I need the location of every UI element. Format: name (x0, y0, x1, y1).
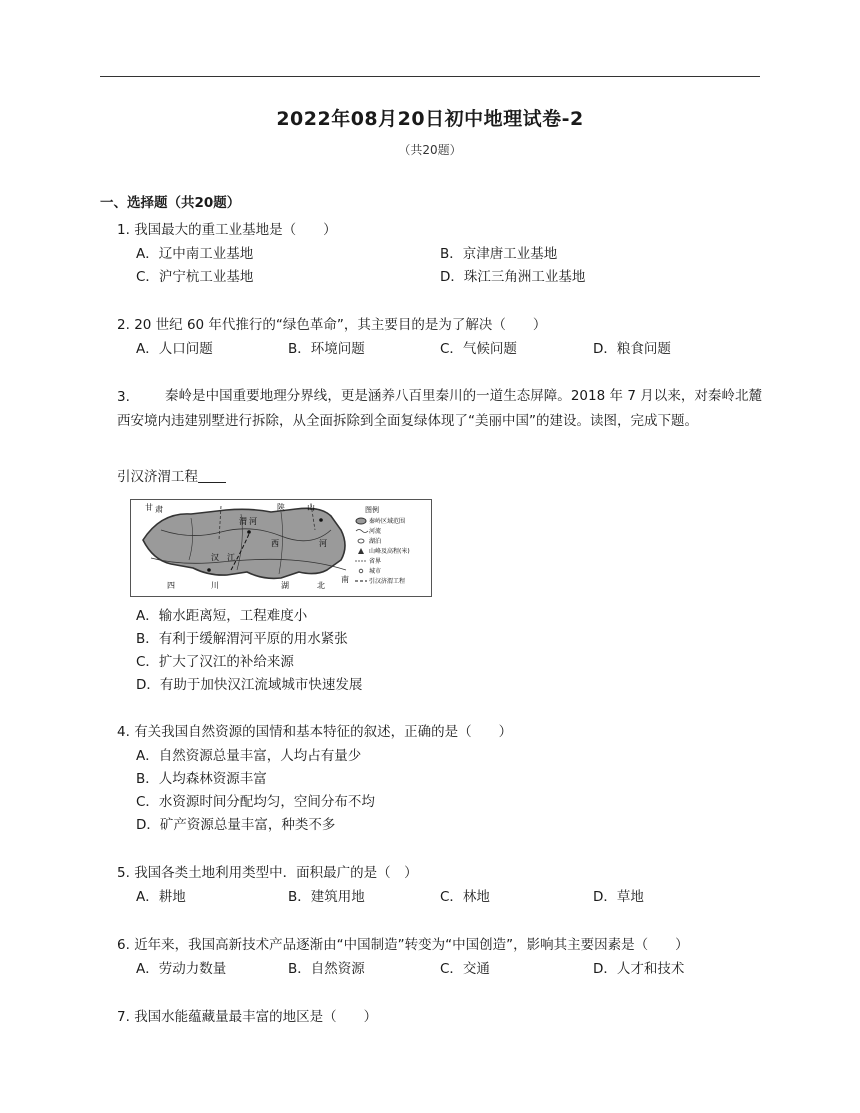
map-graphic (131, 500, 431, 596)
sub-question-text: 引汉济渭工程 (117, 469, 198, 485)
question-number: 5. (117, 865, 130, 881)
question-stem: 近年来，我国高新技术产品逐渐由“中国制造”转变为“中国创造”，影响其主要因素是（ ） (134, 937, 689, 953)
map-label: 河 (319, 539, 327, 548)
map-label: 川 (211, 581, 219, 590)
page-subtitle: （共20题） (398, 143, 462, 157)
q2-option-c[interactable]: C．气候问题 (440, 341, 517, 357)
question-number: 1. (117, 222, 130, 238)
question-stem: 我国最大的重工业基地是（ ） (134, 222, 337, 238)
legend-item: 省界 (369, 558, 382, 565)
q1-option-d[interactable]: D．珠江三角洲工业基地 (440, 269, 586, 285)
q4-option-d[interactable]: D．矿产资源总量丰富，种类不多 (136, 817, 336, 833)
section-title: 一、选择题（共20题） (100, 195, 241, 211)
page-title: 2022年08月20日初中地理试卷-2 (276, 108, 584, 130)
map-label: 陕 (277, 503, 285, 512)
question-6 (117, 935, 689, 955)
legend-title: 图例 (365, 506, 379, 514)
legend-item: 湖泊 (369, 538, 382, 545)
q4-option-c[interactable]: C．水资源时间分配均匀，空间分布不均 (136, 794, 375, 810)
q6-option-a[interactable]: A．劳动力数量 (136, 961, 227, 977)
map-label: 肃 (155, 505, 163, 514)
q3-option-b[interactable]: B．有利于缓解渭河平原的用水紧张 (136, 631, 348, 647)
question-1 (117, 220, 337, 240)
q6-option-b[interactable]: B．自然资源 (288, 961, 365, 977)
question-stem: 20 世纪 60 年代推行的“绿色革命”，其主要目的是为了解决（ ） (134, 317, 547, 333)
question-number: 3. (117, 389, 130, 405)
legend-item: 秦岭区域范围 (369, 518, 406, 525)
map-legend (355, 505, 410, 585)
map-label: 西 (271, 539, 279, 548)
legend-item: 山峰及高程(米) (369, 548, 410, 555)
question-2 (117, 315, 546, 335)
question-stem: 有关我国自然资源的国情和基本特征的叙述，正确的是（ ） (134, 724, 513, 740)
q1-option-a[interactable]: A．辽中南工业基地 (136, 246, 254, 262)
question-5 (117, 863, 418, 883)
legend-city-symbol (359, 569, 363, 573)
map-label: 山 (307, 503, 315, 512)
legend-item: 城市 (369, 568, 382, 575)
header-rule (100, 76, 760, 77)
question-number: 2. (117, 317, 130, 333)
city-dot (207, 568, 211, 572)
q6-option-d[interactable]: D．人才和技术 (593, 961, 685, 977)
question-7 (117, 1007, 377, 1027)
map-label: 甘 (145, 503, 153, 512)
map-label: 江 (227, 553, 235, 562)
question-stem: 我国各类土地利用类型中．面积最广的是（ ） (134, 865, 418, 881)
q5-option-d[interactable]: D．草地 (593, 889, 644, 905)
q1-option-b[interactable]: B．京津唐工业基地 (440, 246, 558, 262)
legend-river-symbol (356, 530, 368, 533)
question-3-sub (117, 467, 226, 487)
q2-option-a[interactable]: A．人口问题 (136, 341, 213, 357)
legend-item: 引汉济渭工程 (369, 578, 406, 585)
map-label: 渭 (239, 517, 247, 526)
question-4 (117, 722, 512, 742)
map-label: 湖 (281, 581, 289, 590)
q3-option-d[interactable]: D．有助于加快汉江流域城市快速发展 (136, 677, 363, 693)
map-label: 北 (317, 581, 325, 590)
question-3-stem: 秦岭是中国重要地理分界线，更是涵养八百里秦川的一道生态屏障。2018 年 7 月以来，对秦岭北麓西安境内违建别墅进行拆除，从全面拆除到全面复绿体现了“美丽中国”的建设。读图，完成下题。 (117, 388, 762, 429)
q2-option-d[interactable]: D．粮食问题 (593, 341, 671, 357)
map-label: 南 (341, 575, 349, 584)
q4-option-b[interactable]: B．人均森林资源丰富 (136, 771, 267, 787)
map-label: 四 (167, 581, 175, 590)
answer-blank[interactable] (198, 468, 226, 483)
legend-lake-symbol (358, 539, 364, 543)
q1-option-c[interactable]: C．沪宁杭工业基地 (136, 269, 254, 285)
q2-option-b[interactable]: B．环境问题 (288, 341, 365, 357)
q5-option-b[interactable]: B．建筑用地 (288, 889, 365, 905)
legend-item: 河流 (369, 528, 382, 535)
legend-peak-symbol (358, 548, 364, 554)
map-label: 河 (249, 517, 257, 526)
q5-option-a[interactable]: A．耕地 (136, 889, 186, 905)
q5-option-c[interactable]: C．林地 (440, 889, 490, 905)
map-label: 汉 (211, 553, 219, 562)
qinling-map-figure (130, 499, 432, 597)
question-number: 4. (117, 724, 130, 740)
question-number: 6. (117, 937, 130, 953)
q6-option-c[interactable]: C．交通 (440, 961, 490, 977)
city-dot (247, 530, 251, 534)
q3-option-c[interactable]: C．扩大了汉江的补给来源 (136, 654, 294, 670)
question-number: 7. (117, 1009, 130, 1025)
question-stem: 我国水能蕴藏量最丰富的地区是（ ） (134, 1009, 378, 1025)
q4-option-a[interactable]: A．自然资源总量丰富，人均占有量少 (136, 748, 362, 764)
q3-option-a[interactable]: A．输水距离短，工程难度小 (136, 608, 308, 624)
legend-region-symbol (356, 518, 366, 524)
city-dot (319, 518, 323, 522)
